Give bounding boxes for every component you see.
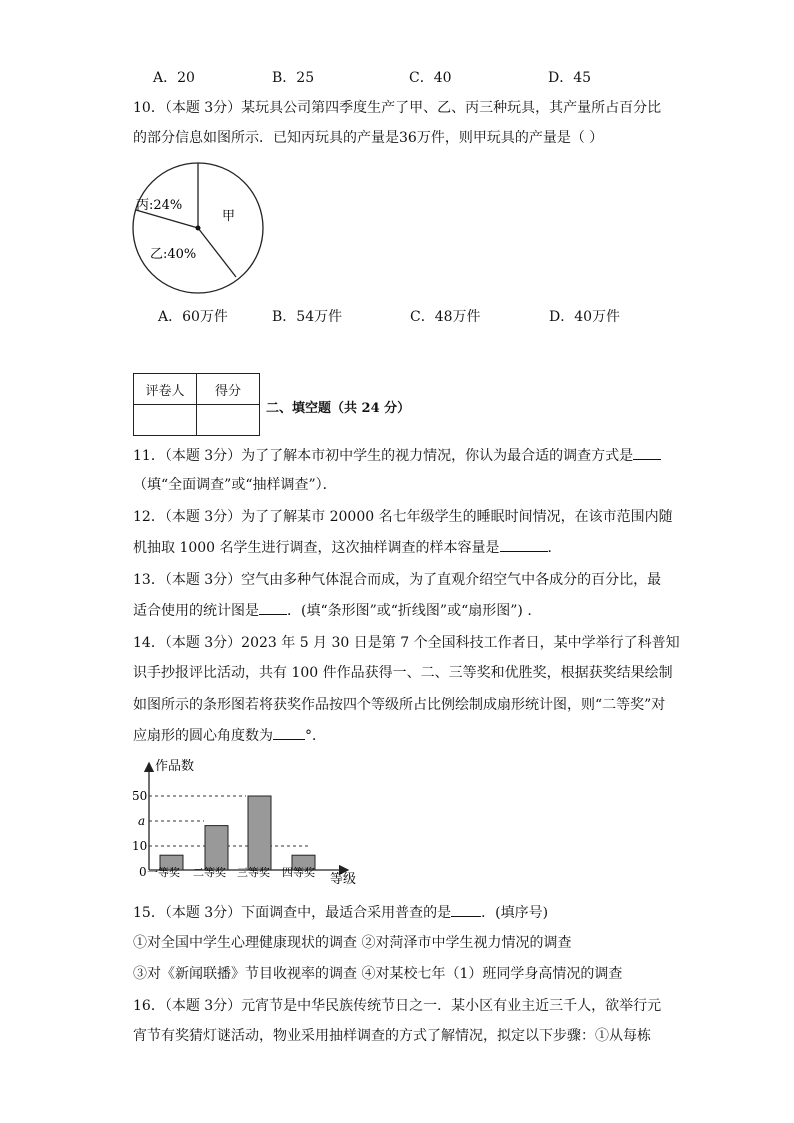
q13-stem: 适合使用的统计图是	[133, 603, 259, 619]
q10-option-a: A．60万件	[158, 309, 228, 325]
pie-chart	[128, 158, 268, 298]
x-tick-erdengjiang: 二等奖	[193, 866, 226, 879]
x-tick-sidengjiang: 四等奖	[282, 866, 315, 879]
q13-answer-blank	[259, 600, 287, 615]
q12-answer-blank	[500, 537, 548, 552]
q12-line-1: 12．（本题 3分）为了了解某市 20000 名七年级学生的睡眠时间情况，在该市范围内随	[133, 509, 673, 525]
y-axis-label: 作品数	[155, 759, 195, 774]
y-tick-10: 10	[132, 839, 148, 853]
q14-line-2: 识手抄报评比活动，共有 100 件作品获得一、二、三等奖和优胜奖，根据获奖结果绘制	[133, 665, 673, 681]
q9-option-a: A．20	[153, 70, 195, 86]
score-table-score-header: 得分	[197, 374, 260, 405]
score-table-score-cell	[197, 405, 260, 436]
q15-line-1	[133, 902, 548, 923]
q16-line-1: 16．（本题 3分）元宵节是中华民族传统节日之一．某小区有业主近三千人，欲举行元	[133, 998, 662, 1014]
pie-center-dot	[196, 226, 201, 231]
q15-line-3: ③对《新闻联播》节目收视率的调查 ④对某校七年（1）班同学身高情况的调查	[133, 966, 623, 982]
pie-divider-lower-right	[198, 228, 236, 277]
pie-label-yi: 乙:40%	[150, 247, 197, 262]
q14-line-3: 如图所示的条形图若将获奖作品按四个等级所占比例绘制成扇形统计图，则“二等奖”对	[133, 697, 666, 713]
q15-answer-blank	[451, 902, 481, 917]
q16-line-2: 宵节有奖猜灯谜活动，物业采用抽样调查的方式了解情况，拟定以下步骤：①从每栋	[133, 1028, 651, 1044]
q15-stem: 15．（本题 3分）下面调查中，最适合采用普查的是	[133, 905, 452, 921]
bar-chart	[130, 755, 370, 890]
q10-line-2: 的部分信息如图所示．已知丙玩具的产量是36万件，则甲玩具的产量是（ ）	[133, 130, 604, 146]
q10-line-1: 10．（本题 3分）某玩具公司第四季度生产了甲、乙、丙三种玩具，其产量所占百分比	[133, 100, 662, 116]
x-axis-label: 等级	[330, 872, 357, 887]
q13-line-1: 13．（本题 3分）空气由多种气体混合而成，为了直观介绍空气中各成分的百分比，最	[133, 572, 662, 588]
q10-option-d: D．40万件	[549, 309, 621, 325]
q11-line-1	[133, 445, 661, 466]
q10-option-b: B．54万件	[272, 309, 343, 325]
origin-label: 0	[139, 865, 147, 879]
score-table-grader-cell	[134, 405, 197, 436]
q10-option-c: C．48万件	[410, 309, 481, 325]
bar-sandengjiang	[248, 796, 271, 870]
q14-answer-blank	[273, 725, 305, 740]
q14-stem: 应扇形的圆心角度数为	[133, 728, 273, 744]
score-table	[133, 373, 260, 436]
score-table-grader-header: 评卷人	[134, 374, 197, 405]
q11-answer-blank	[633, 445, 661, 460]
q13-line-2	[133, 600, 532, 621]
pie-label-jia: 甲	[222, 209, 236, 224]
q15-end: ．(填序号)	[481, 905, 549, 921]
q12-stem: 机抽取 1000 名学生进行调查，这次抽样调查的样本容量是	[133, 540, 500, 556]
q13-end: ．(填“条形图”或“折线图”或“扇形图”) .	[287, 603, 532, 619]
x-tick-yidengjiang: 一等奖	[147, 866, 180, 879]
y-tick-a: a	[138, 814, 146, 828]
y-tick-50: 50	[132, 789, 148, 803]
pie-label-bing: 丙:24%	[136, 198, 183, 213]
bar-erdengjiang	[205, 826, 228, 870]
q11-stem: 11．（本题 3分）为了了解本市初中学生的视力情况，你认为最合适的调查方式是	[133, 448, 634, 464]
q14-end: °．	[305, 728, 326, 744]
q9-option-c: C．40	[409, 70, 452, 86]
q15-line-2: ①对全国中学生心理健康现状的调查 ②对菏泽市中学生视力情况的调查	[133, 935, 572, 951]
q11-line-2: （填“全面调查”或“抽样调查”）．	[133, 477, 337, 493]
q9-option-d: D．45	[548, 70, 592, 86]
x-tick-sandengjiang: 三等奖	[237, 866, 270, 879]
section-2-title: 二、填空题（共 24 分）	[266, 401, 411, 416]
q14-line-4	[133, 725, 326, 746]
q12-line-2	[133, 537, 562, 558]
q12-end: ．	[547, 540, 562, 556]
q9-option-b: B．25	[272, 70, 315, 86]
q14-line-1: 14．（本题 3分）2023 年 5 月 30 日是第 7 个全国科技工作者日，某中学举行了科普知	[133, 635, 680, 651]
